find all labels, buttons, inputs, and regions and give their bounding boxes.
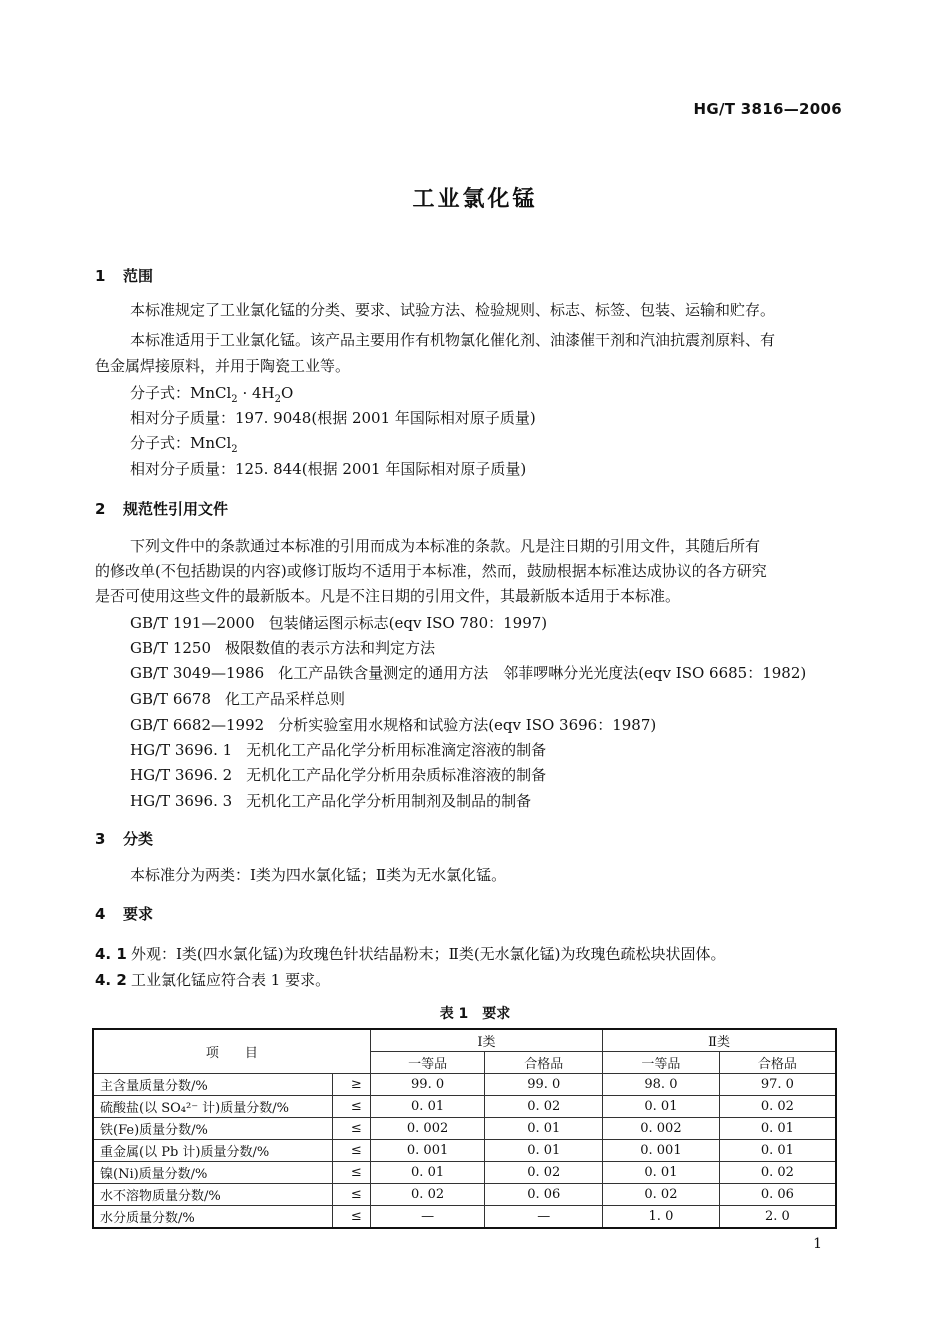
value-cell: 97. 0 (719, 1074, 836, 1096)
subscript: 2 (231, 394, 238, 405)
section-number: 1 (95, 267, 106, 285)
section-3-heading (95, 828, 153, 849)
reference-title: 极限数值的表示方法和判定方法 (225, 639, 436, 657)
item-cell: 主含量质量分数/% (93, 1074, 332, 1096)
paragraph: 本标准适用于工业氯化锰。该产品主要用作有机物氯化催化剂、油漆催干剂和汽油抗震剂原料、有 (130, 331, 776, 349)
reference-title: 无机化工产品化学分析用制剂及制品的制备 (246, 792, 532, 810)
value-cell: — (485, 1206, 603, 1229)
reference-code: HG/T 3696. 2 (130, 766, 233, 784)
section-4-heading (95, 903, 153, 924)
table-row (93, 1162, 836, 1184)
reference-code: GB/T 1250 (130, 639, 212, 657)
reference-item (130, 612, 547, 633)
grade-header: 合格品 (719, 1052, 836, 1074)
clause-text: 工业氯化锰应符合表 1 要求。 (131, 971, 331, 989)
reference-title: 化工产品采样总则 (225, 690, 346, 708)
clause-4-1 (95, 943, 726, 964)
comparison-cell: ≤ (332, 1206, 370, 1229)
value-cell: 0. 002 (603, 1118, 720, 1140)
subscript: 2 (274, 394, 281, 405)
grade-header: 一等品 (603, 1052, 720, 1074)
item-cell: 水不溶物质量分数/% (93, 1184, 332, 1206)
grade-header: 合格品 (485, 1052, 603, 1074)
clause-number: 4. 1 (95, 945, 127, 963)
value-cell: 0. 001 (370, 1140, 485, 1162)
value-cell: — (370, 1206, 485, 1229)
value-cell: 0. 02 (719, 1162, 836, 1184)
value-cell: 0. 01 (719, 1118, 836, 1140)
clause-text: 外观：Ⅰ类(四水氯化锰)为玫瑰色针状结晶粉末；Ⅱ类(无水氯化锰)为玫瑰色疏松块状固体。 (131, 945, 726, 963)
class-2-header: Ⅱ类 (603, 1029, 836, 1052)
value-cell: 0. 01 (370, 1162, 485, 1184)
formula-label: 分子式：MnCl (130, 434, 232, 452)
comparison-cell: ≤ (332, 1162, 370, 1184)
reference-code: GB/T 191—2000 (130, 614, 255, 632)
reference-item (130, 764, 546, 785)
value-cell: 0. 06 (719, 1184, 836, 1206)
section-number: 2 (95, 500, 106, 518)
item-header: 项 目 (93, 1029, 370, 1074)
value-cell: 0. 01 (603, 1096, 720, 1118)
section-number: 4 (95, 905, 106, 923)
paragraph: 是否可使用这些文件的最新版本。凡是不注日期的引用文件，其最新版本适用于本标准。 (95, 587, 681, 605)
paragraph: 色金属焊接原料，并用于陶瓷工业等。 (95, 357, 351, 375)
item-cell: 镍(Ni)质量分数/% (93, 1162, 332, 1184)
section-2-heading (95, 498, 228, 519)
value-cell: 2. 0 (719, 1206, 836, 1229)
value-cell: 0. 02 (370, 1184, 485, 1206)
requirements-table (92, 1028, 837, 1229)
subscript: 2 (231, 444, 238, 455)
class-1-header: Ⅰ类 (370, 1029, 602, 1052)
grade-header: 一等品 (370, 1052, 485, 1074)
value-cell: 0. 02 (603, 1184, 720, 1206)
value-cell: 0. 01 (719, 1140, 836, 1162)
table-row (93, 1140, 836, 1162)
reference-item (130, 739, 546, 760)
section-title: 规范性引用文件 (123, 500, 229, 518)
formula-part: · 4H (237, 384, 275, 402)
document-title: 工业氯化锰 (412, 187, 538, 212)
reference-title: 无机化工产品化学分析用标准滴定溶液的制备 (246, 741, 547, 759)
item-cell: 重金属(以 Pb 计)质量分数/% (93, 1140, 332, 1162)
standard-code: HG/T 3816—2006 (693, 100, 842, 118)
value-cell: 0. 002 (370, 1118, 485, 1140)
paragraph: 本标准分为两类：Ⅰ类为四水氯化锰；Ⅱ类为无水氯化锰。 (130, 866, 507, 884)
table-row (93, 1206, 836, 1229)
table-row (93, 1074, 836, 1096)
item-cell: 水分质量分数/% (93, 1206, 332, 1229)
value-cell: 98. 0 (603, 1074, 720, 1096)
comparison-cell: ≤ (332, 1184, 370, 1206)
reference-title: 化工产品铁含量测定的通用方法 邻菲啰啉分光光度法(eqv ISO 6685：1982) (278, 664, 807, 682)
comparison-cell: ≥ (332, 1074, 370, 1096)
section-1-heading (95, 265, 153, 286)
table-header-row (93, 1029, 836, 1052)
molar-mass-line: 相对分子质量：125. 844(根据 2001 年国际相对原子质量) (130, 460, 527, 478)
value-cell: 99. 0 (370, 1074, 485, 1096)
value-cell: 0. 02 (485, 1096, 603, 1118)
value-cell: 0. 06 (485, 1184, 603, 1206)
section-title: 要求 (123, 905, 154, 923)
reference-item (130, 790, 531, 811)
reference-title: 分析实验室用水规格和试验方法(eqv ISO 3696：1987) (278, 716, 657, 734)
value-cell: 0. 01 (485, 1118, 603, 1140)
reference-title: 无机化工产品化学分析用杂质标准溶液的制备 (246, 766, 547, 784)
table-caption: 表 1 要求 (439, 1006, 511, 1022)
reference-item (130, 688, 345, 709)
table-row (93, 1118, 836, 1140)
item-cell: 硫酸盐(以 SO₄²⁻ 计)质量分数/% (93, 1096, 332, 1118)
value-cell: 1. 0 (603, 1206, 720, 1229)
comparison-cell: ≤ (332, 1118, 370, 1140)
reference-code: GB/T 6682—1992 (130, 716, 265, 734)
section-title: 范围 (123, 267, 154, 285)
table-row (93, 1096, 836, 1118)
value-cell: 0. 02 (485, 1162, 603, 1184)
reference-code: HG/T 3696. 1 (130, 741, 233, 759)
value-cell: 0. 01 (485, 1140, 603, 1162)
clause-number: 4. 2 (95, 971, 127, 989)
item-cell: 铁(Fe)质量分数/% (93, 1118, 332, 1140)
comparison-cell: ≤ (332, 1140, 370, 1162)
reference-code: GB/T 3049—1986 (130, 664, 265, 682)
reference-title: 包装储运图示标志(eqv ISO 780：1997) (268, 614, 548, 632)
paragraph: 下列文件中的条款通过本标准的引用而成为本标准的条款。凡是注日期的引用文件，其随后所有 (130, 537, 761, 555)
clause-4-2 (95, 969, 330, 990)
reference-code: HG/T 3696. 3 (130, 792, 233, 810)
comparison-cell: ≤ (332, 1096, 370, 1118)
reference-code: GB/T 6678 (130, 690, 212, 708)
page-number: 1 (813, 1236, 822, 1252)
reference-item (130, 714, 656, 735)
reference-item (130, 662, 806, 683)
section-number: 3 (95, 830, 106, 848)
value-cell: 0. 001 (603, 1140, 720, 1162)
table-row (93, 1184, 836, 1206)
value-cell: 99. 0 (485, 1074, 603, 1096)
value-cell: 0. 02 (719, 1096, 836, 1118)
formula-label: 分子式：MnCl (130, 384, 232, 402)
value-cell: 0. 01 (603, 1162, 720, 1184)
paragraph: 本标准规定了工业氯化锰的分类、要求、试验方法、检验规则、标志、标签、包装、运输和贮存。 (130, 301, 776, 319)
formula-part: O (280, 384, 294, 402)
paragraph: 的修改单(不包括勘误的内容)或修订版均不适用于本标准，然而，鼓励根据本标准达成协议的各方研究 (95, 562, 767, 580)
molar-mass-line: 相对分子质量：197. 9048(根据 2001 年国际相对原子质量) (130, 409, 536, 427)
value-cell: 0. 01 (370, 1096, 485, 1118)
reference-item (130, 637, 435, 658)
section-title: 分类 (123, 830, 154, 848)
